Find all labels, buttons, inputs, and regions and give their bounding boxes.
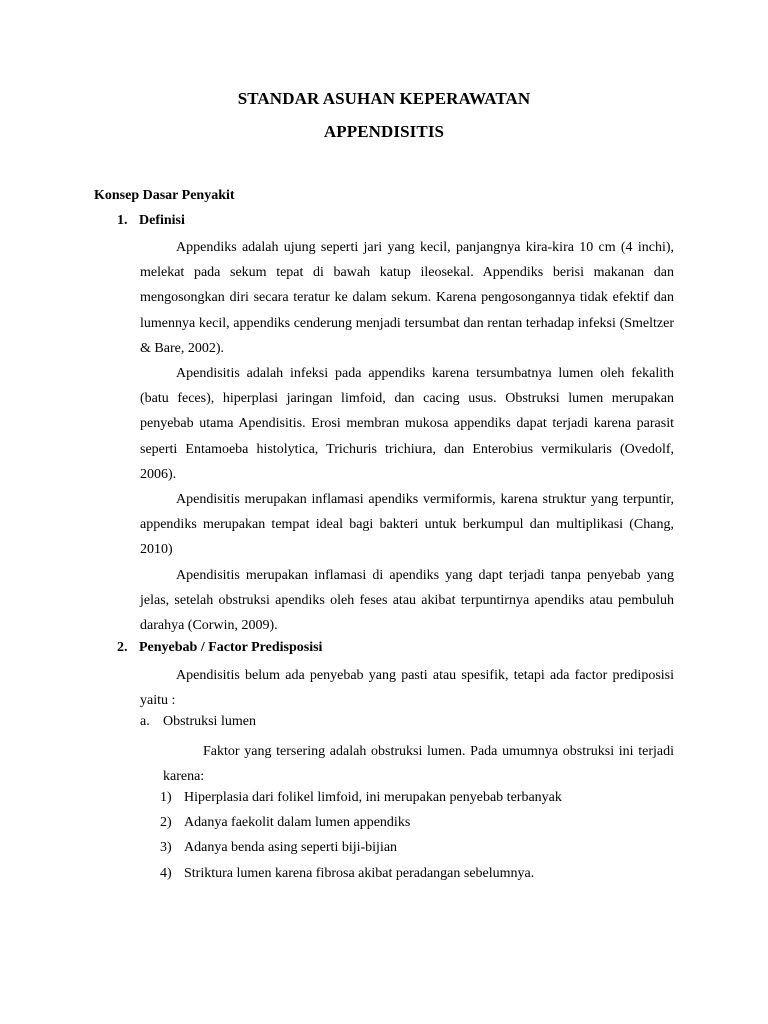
document-title: STANDAR ASUHAN KEPERAWATAN xyxy=(237,89,531,108)
list-item xyxy=(160,840,397,856)
list-item-label: 3) xyxy=(160,840,172,855)
section-1-number: 1. xyxy=(117,213,128,228)
definisi-paragraph-1: Appendiks adalah ujung seperti jari yang kecil, panjangnya kira-kira 10 cm (4 inchi), melekat pada sekum tepat di bawah katup ileosekal. Appendiks berisi makanan dan mengosongkan diri secara teratur ke dalam sekum. Karena pengosongannya tidak efektif dan lumennya kecil, appendiks cenderung menjadi tersumbat dan rentan terhadap infeksi (Smeltzer & Bare, 2002). xyxy=(140,240,674,356)
list-item xyxy=(160,866,534,882)
subsection-a-heading xyxy=(140,714,256,730)
section-1-title: Definisi xyxy=(139,213,185,228)
definisi-paragraph-2: Apendisitis adalah infeksi pada appendiks karena tersumbatnya lumen oleh fekalith (batu feces), hiperplasi jaringan limfoid, dan cacing usus. Obstruksi lumen merupakan penyebab utama Apendisitis. Erosi membran mukosa appendiks dapat terjadi karena parasit seperti Entamoeba histolytica, Trichuris trichiura, dan Enterobius vermikularis (Ovedolf, 2006). xyxy=(140,366,674,482)
list-item-label: 1) xyxy=(160,790,172,805)
obstruksi-paragraph: Faktor yang tersering adalah obstruksi lumen. Pada umumnya obstruksi ini terjadi karena: xyxy=(163,744,674,785)
subsection-a-title: Obstruksi lumen xyxy=(163,714,256,729)
section-1-heading xyxy=(117,213,185,229)
section-heading: Konsep Dasar Penyakit xyxy=(94,188,235,203)
list-item xyxy=(160,790,562,806)
section-2-heading xyxy=(117,640,322,656)
document-subtitle: APPENDISITIS xyxy=(323,122,445,141)
definisi-paragraph-3: Apendisitis merupakan inflamasi apendiks vermiformis, karena struktur yang terpuntir, appendiks merupakan tempat ideal bagi bakteri untuk berkumpul dan multiplikasi (Chang, 2010) xyxy=(140,492,674,558)
section-2-title: Penyebab / Factor Predisposisi xyxy=(139,640,323,655)
list-item-label: 4) xyxy=(160,866,172,881)
penyebab-intro-paragraph: Apendisitis belum ada penyebab yang pasti atau spesifik, tetapi ada factor prediposisi yaitu : xyxy=(140,668,674,709)
list-item-text: Adanya faekolit dalam lumen appendiks xyxy=(184,815,411,830)
list-item-text: Adanya benda asing seperti biji-bijian xyxy=(184,840,398,855)
definisi-paragraph-4: Apendisitis merupakan inflamasi di apendiks yang dapt terjadi tanpa penyebab yang jelas, setelah obstruksi apendiks oleh feses atau akibat terpuntirnya apendiks atau pembuluh darahya (Corwin, 2009). xyxy=(140,568,674,634)
subsection-a-label: a. xyxy=(140,714,150,729)
list-item-text: Hiperplasia dari folikel limfoid, ini merupakan penyebab terbanyak xyxy=(184,790,562,805)
section-2-number: 2. xyxy=(117,640,128,655)
list-item xyxy=(160,815,410,831)
list-item-label: 2) xyxy=(160,815,172,830)
list-item-text: Striktura lumen karena fibrosa akibat peradangan sebelumnya. xyxy=(184,866,535,881)
